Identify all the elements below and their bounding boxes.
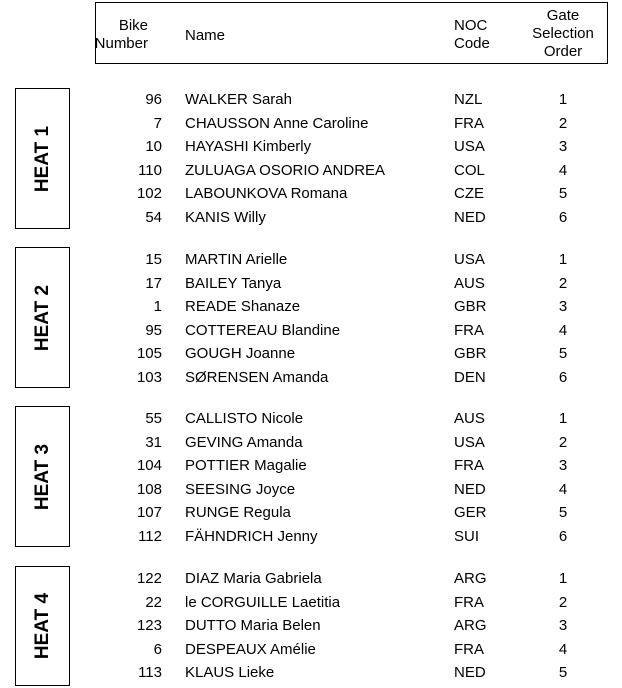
noc-code: NED	[454, 480, 486, 498]
gate-order: 6	[558, 209, 568, 226]
table-row	[0, 206, 622, 229]
bike-number: 17	[145, 274, 162, 292]
gate-order: 5	[558, 504, 568, 522]
heat-label: HEAT 1	[31, 125, 53, 192]
noc-code: USA	[454, 433, 485, 451]
noc-code: FRA	[454, 457, 484, 475]
gate-order: 6	[558, 369, 568, 386]
gate-order: 4	[558, 480, 568, 498]
bike-number: 95	[145, 321, 162, 339]
rider-name: COTTEREAU Blandine	[185, 321, 341, 339]
bike-number: 6	[153, 640, 162, 658]
table-row	[0, 319, 622, 342]
table-row	[0, 366, 622, 389]
noc-code: USA	[454, 251, 485, 268]
rider-name: DIAZ Maria Gabriela	[185, 570, 322, 587]
bike-number: 107	[136, 504, 162, 522]
bike-number: 102	[136, 185, 162, 203]
gate-order: 1	[558, 91, 568, 108]
noc-code: DEN	[454, 369, 486, 386]
rider-name: BAILEY Tanya	[185, 274, 282, 292]
rider-name: CHAUSSON Anne Caroline	[185, 114, 369, 132]
table-row	[0, 248, 622, 271]
heat-label: HEAT 3	[31, 443, 53, 510]
table-row	[0, 661, 622, 684]
rider-name: CALLISTO Nicole	[185, 410, 304, 427]
heat-label: HEAT 2	[31, 284, 53, 351]
noc-code: NZL	[454, 91, 483, 108]
rider-name: SEESING Joyce	[185, 480, 296, 498]
bike-number: 10	[145, 138, 162, 156]
gate-order: 5	[558, 664, 568, 682]
noc-code: USA	[454, 138, 485, 156]
table-row	[0, 501, 622, 524]
rider-name: KLAUS Lieke	[185, 664, 275, 682]
gate-order-header: Gate Selection Order	[532, 7, 594, 60]
name-header: Name	[185, 27, 226, 44]
table-row	[0, 407, 622, 430]
noc-code: FRA	[454, 321, 484, 339]
rider-name: FÄHNDRICH Jenny	[185, 528, 318, 545]
table-row	[0, 342, 622, 365]
noc-code: FRA	[454, 114, 484, 132]
bike-number: 123	[136, 617, 162, 635]
bike-number: 1	[153, 298, 162, 316]
rider-name: GEVING Amanda	[185, 433, 303, 451]
rider-name: SØRENSEN Amanda	[185, 369, 329, 386]
bike-number: 31	[145, 433, 162, 451]
table-row	[0, 478, 622, 501]
gate-order: 5	[558, 185, 568, 203]
rider-name: le CORGUILLE Laetitia	[185, 593, 341, 611]
rider-name: MARTIN Arielle	[185, 251, 288, 268]
table-row	[0, 614, 622, 637]
gate-order: 1	[558, 251, 568, 268]
noc-code-header: NOC Code	[454, 17, 490, 52]
gate-order: 2	[558, 593, 568, 611]
rider-name: READE Shanaze	[185, 298, 301, 316]
rider-name: GOUGH Joanne	[185, 345, 296, 363]
bike-number: 104	[136, 457, 162, 475]
table-row	[0, 88, 622, 111]
noc-code: AUS	[454, 274, 485, 292]
noc-code: NED	[454, 209, 486, 226]
bike-number: 108	[136, 480, 162, 498]
table-row	[0, 182, 622, 205]
gate-order: 1	[558, 570, 568, 587]
rider-name: WALKER Sarah	[185, 91, 292, 108]
rider-name: RUNGE Regula	[185, 504, 291, 522]
noc-code: FRA	[454, 593, 484, 611]
noc-code: SUI	[454, 528, 480, 545]
heat-label: HEAT 4	[31, 592, 53, 660]
noc-code: FRA	[454, 640, 484, 658]
noc-code: GBR	[454, 298, 487, 316]
gate-order: 1	[558, 410, 568, 427]
rider-name: LABOUNKOVA Romana	[185, 185, 348, 203]
bike-number-header: Bike Number	[94, 17, 148, 52]
rider-name: POTTIER Magalie	[185, 457, 307, 475]
bike-number: 55	[145, 410, 162, 427]
gate-order: 4	[558, 161, 568, 179]
rider-name: KANIS Willy	[185, 209, 266, 226]
bike-number: 7	[153, 114, 162, 132]
gate-order: 4	[558, 321, 568, 339]
bike-number: 110	[138, 161, 162, 179]
gate-order: 4	[558, 640, 568, 658]
gate-order: 2	[558, 274, 568, 292]
bike-number: 54	[145, 209, 162, 226]
gate-order: 3	[558, 617, 568, 635]
table-row	[0, 159, 622, 182]
rider-name: DESPEAUX Amélie	[185, 640, 316, 658]
noc-code: AUS	[454, 410, 485, 427]
table-row	[0, 525, 622, 548]
bike-number: 22	[145, 593, 162, 611]
bike-number: 96	[145, 91, 162, 108]
table-row	[0, 295, 622, 318]
table-row	[0, 567, 622, 590]
noc-code: GER	[454, 504, 487, 522]
table-row	[0, 638, 622, 661]
bike-number: 112	[138, 528, 162, 545]
gate-order: 2	[558, 114, 568, 132]
gate-order: 3	[558, 457, 568, 475]
table-row	[0, 591, 622, 614]
bike-number: 15	[145, 251, 162, 268]
gate-order: 5	[558, 345, 568, 363]
bike-number: 122	[136, 570, 162, 587]
noc-code: ARG	[454, 617, 487, 635]
bike-number: 105	[136, 345, 162, 363]
rider-name: DUTTO Maria Belen	[185, 617, 321, 635]
gate-order: 6	[558, 528, 568, 545]
gate-order: 3	[558, 298, 568, 316]
rider-name: ZULUAGA OSORIO ANDREA	[185, 161, 386, 179]
noc-code: GBR	[454, 345, 487, 363]
bike-number: 113	[138, 664, 162, 682]
table-row	[0, 431, 622, 454]
table-row	[0, 454, 622, 477]
noc-code: NED	[454, 664, 486, 682]
table-row	[0, 135, 622, 158]
rider-name: HAYASHI Kimberly	[185, 138, 312, 156]
table-row	[0, 112, 622, 135]
gate-order: 3	[558, 138, 568, 156]
table-header	[95, 2, 608, 64]
noc-code: CZE	[454, 185, 484, 203]
gate-order: 2	[558, 433, 568, 451]
bike-number: 103	[136, 369, 162, 386]
noc-code: ARG	[454, 570, 487, 587]
table-row	[0, 272, 622, 295]
noc-code: COL	[454, 161, 485, 179]
